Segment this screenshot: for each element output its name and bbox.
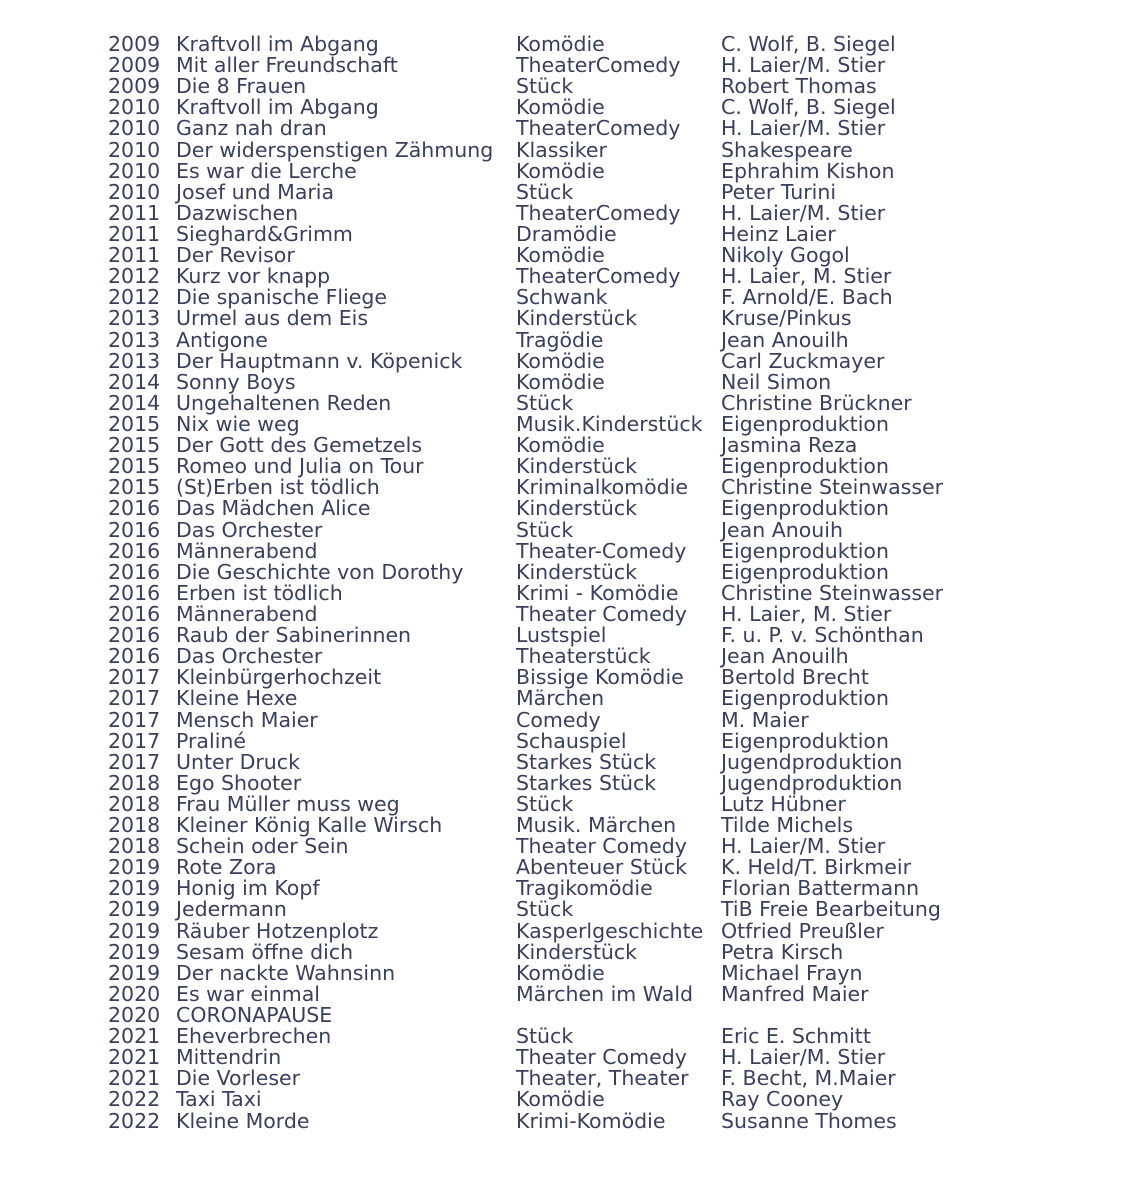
production-author: H. Laier, M. Stier bbox=[721, 601, 892, 626]
production-year: 2015 bbox=[108, 454, 161, 479]
production-title: Der Hauptmann v. Köpenick bbox=[176, 348, 463, 373]
production-genre: Stück bbox=[516, 897, 574, 922]
production-author: Robert Thomas bbox=[721, 74, 877, 99]
production-year: 2017 bbox=[108, 686, 161, 711]
production-year: 2010 bbox=[108, 95, 161, 120]
production-year: 2016 bbox=[108, 538, 161, 563]
production-title: (St)Erben ist tödlich bbox=[176, 475, 380, 500]
production-genre: Krimi - Komödie bbox=[516, 580, 679, 605]
production-genre: Schwank bbox=[516, 285, 608, 310]
production-author: H. Laier/M. Stier bbox=[721, 200, 886, 225]
production-title: Rote Zora bbox=[176, 855, 277, 880]
production-title: Kleinbürgerhochzeit bbox=[176, 665, 382, 690]
production-year: 2016 bbox=[108, 559, 161, 584]
production-genre: Kinderstück bbox=[516, 559, 638, 584]
production-genre: Stück bbox=[516, 179, 574, 204]
production-title: Unter Druck bbox=[176, 749, 300, 774]
production-genre: Stück bbox=[516, 390, 574, 415]
production-genre: Bissige Komödie bbox=[516, 665, 684, 690]
production-title: Das Orchester bbox=[176, 644, 323, 669]
production-year: 2021 bbox=[108, 1024, 161, 1049]
production-author: Florian Battermann bbox=[721, 876, 920, 901]
production-year: 2010 bbox=[108, 158, 161, 183]
production-year: 2018 bbox=[108, 770, 161, 795]
production-title: Raub der Sabinerinnen bbox=[176, 623, 412, 648]
production-author: Eric E. Schmitt bbox=[721, 1024, 871, 1049]
production-title: Kleine Hexe bbox=[176, 686, 298, 711]
production-genre: Märchen im Wald bbox=[516, 981, 694, 1006]
production-author: Eigenproduktion bbox=[721, 728, 889, 753]
production-genre: Musik. Märchen bbox=[516, 813, 677, 838]
production-year: 2014 bbox=[108, 390, 161, 415]
production-genre: Kinderstück bbox=[516, 306, 638, 331]
production-title: Die Geschichte von Dorothy bbox=[176, 559, 464, 584]
production-year: 2016 bbox=[108, 517, 161, 542]
production-genre: Komödie bbox=[516, 1087, 605, 1112]
production-author: Jugendproduktion bbox=[721, 749, 903, 774]
production-genre: Klassiker bbox=[516, 137, 607, 162]
production-year: 2016 bbox=[108, 623, 161, 648]
production-author: Heinz Laier bbox=[721, 221, 836, 246]
production-year: 2017 bbox=[108, 665, 161, 690]
production-title: Urmel aus dem Eis bbox=[176, 306, 369, 331]
production-genre: Theater Comedy bbox=[516, 601, 687, 626]
production-year: 2012 bbox=[108, 285, 161, 310]
production-title: Mensch Maier bbox=[176, 707, 318, 732]
production-title: Männerabend bbox=[176, 601, 318, 626]
production-genre: Comedy bbox=[516, 707, 601, 732]
production-author: F. Becht, M.Maier bbox=[721, 1066, 896, 1091]
production-year: 2019 bbox=[108, 897, 161, 922]
production-genre: Stück bbox=[516, 517, 574, 542]
production-author: Kruse/Pinkus bbox=[721, 306, 852, 331]
production-author: H. Laier/M. Stier bbox=[721, 1045, 886, 1070]
production-genre: Theater-Comedy bbox=[516, 538, 687, 563]
production-author: Petra Kirsch bbox=[721, 939, 844, 964]
production-genre: Komödie bbox=[516, 433, 605, 458]
production-title: Das Orchester bbox=[176, 517, 323, 542]
production-author: Ray Cooney bbox=[721, 1087, 844, 1112]
production-year: 2010 bbox=[108, 179, 161, 204]
production-genre: Stück bbox=[516, 1024, 574, 1049]
production-genre: Lustspiel bbox=[516, 623, 607, 648]
production-author: Michael Frayn bbox=[721, 960, 863, 985]
production-year: 2009 bbox=[108, 74, 161, 99]
production-title: Es war die Lerche bbox=[176, 158, 357, 183]
production-author: Tilde Michels bbox=[721, 813, 854, 838]
production-year: 2020 bbox=[108, 1003, 161, 1028]
production-genre: Starkes Stück bbox=[516, 749, 657, 774]
production-title: Mit aller Freundschaft bbox=[176, 53, 398, 78]
production-title: Nix wie weg bbox=[176, 411, 300, 436]
production-author: Manfred Maier bbox=[721, 981, 869, 1006]
production-year: 2009 bbox=[108, 32, 161, 56]
production-author: Jean Anouilh bbox=[721, 327, 849, 352]
production-title: Die 8 Frauen bbox=[176, 74, 307, 99]
production-title: Kleine Morde bbox=[176, 1108, 310, 1133]
production-title: Die Vorleser bbox=[176, 1066, 301, 1091]
production-genre: TheaterComedy bbox=[516, 200, 681, 225]
production-title: Ungehaltenen Reden bbox=[176, 390, 392, 415]
production-author: Eigenproduktion bbox=[721, 538, 889, 563]
production-title: CORONAPAUSE bbox=[176, 1003, 333, 1028]
production-title: Honig im Kopf bbox=[176, 876, 320, 901]
production-author: H. Laier/M. Stier bbox=[721, 116, 886, 141]
production-genre: Komödie bbox=[516, 95, 605, 120]
production-author: M. Maier bbox=[721, 707, 809, 732]
production-author: Jean Anouih bbox=[721, 517, 843, 542]
production-title: Antigone bbox=[176, 327, 268, 352]
production-genre: Musik.Kinderstück bbox=[516, 411, 703, 436]
production-author: TiB Freie Bearbeitung bbox=[721, 897, 941, 922]
production-title: Ego Shooter bbox=[176, 770, 302, 795]
production-author: Eigenproduktion bbox=[721, 411, 889, 436]
production-genre: TheaterComedy bbox=[516, 264, 681, 289]
production-title: Kleiner König Kalle Wirsch bbox=[176, 813, 443, 838]
production-year: 2009 bbox=[108, 53, 161, 78]
production-genre: Tragikomödie bbox=[516, 876, 653, 901]
production-year: 2015 bbox=[108, 411, 161, 436]
production-title: Das Mädchen Alice bbox=[176, 496, 371, 521]
production-genre: Theaterstück bbox=[516, 644, 651, 669]
production-title: Der Gott des Gemetzels bbox=[176, 433, 423, 458]
production-title: Sesam öffne dich bbox=[176, 939, 354, 964]
production-year: 2011 bbox=[108, 243, 161, 268]
production-title: Mittendrin bbox=[176, 1045, 282, 1070]
production-title: Romeo und Julia on Tour bbox=[176, 454, 424, 479]
production-title: Die spanische Fliege bbox=[176, 285, 388, 310]
production-author: Bertold Brecht bbox=[721, 665, 869, 690]
production-author: H. Laier/M. Stier bbox=[721, 53, 886, 78]
production-author: Eigenproduktion bbox=[721, 559, 889, 584]
production-year: 2011 bbox=[108, 221, 161, 246]
production-author: Jugendproduktion bbox=[721, 770, 903, 795]
production-genre: Stück bbox=[516, 791, 574, 816]
production-genre: Krimi-Komödie bbox=[516, 1108, 666, 1133]
production-author: H. Laier, M. Stier bbox=[721, 264, 892, 289]
production-author: Eigenproduktion bbox=[721, 454, 889, 479]
production-genre: Kinderstück bbox=[516, 454, 638, 479]
production-author: Carl Zuckmayer bbox=[721, 348, 885, 373]
production-genre: Komödie bbox=[516, 348, 605, 373]
production-genre: Komödie bbox=[516, 158, 605, 183]
production-genre: Schauspiel bbox=[516, 728, 627, 753]
production-title: Räuber Hotzenplotz bbox=[176, 918, 379, 943]
production-genre: Kasperlgeschichte bbox=[516, 918, 704, 943]
production-year: 2012 bbox=[108, 264, 161, 289]
production-title: Eheverbrechen bbox=[176, 1024, 332, 1049]
production-year: 2021 bbox=[108, 1066, 161, 1091]
production-author: Eigenproduktion bbox=[721, 496, 889, 521]
production-author: Eigenproduktion bbox=[721, 686, 889, 711]
production-year: 2019 bbox=[108, 855, 161, 880]
production-author: Christine Steinwasser bbox=[721, 580, 944, 605]
production-year: 2016 bbox=[108, 644, 161, 669]
production-author: C. Wolf, B. Siegel bbox=[721, 95, 896, 120]
production-year: 2010 bbox=[108, 116, 161, 141]
production-author: Otfried Preußler bbox=[721, 918, 884, 943]
production-year: 2020 bbox=[108, 981, 161, 1006]
production-year: 2019 bbox=[108, 876, 161, 901]
production-author: Susanne Thomes bbox=[721, 1108, 897, 1133]
production-genre: Theater Comedy bbox=[516, 1045, 687, 1070]
production-year: 2016 bbox=[108, 580, 161, 605]
production-year: 2013 bbox=[108, 348, 161, 373]
production-author: C. Wolf, B. Siegel bbox=[721, 32, 896, 56]
production-genre: Theater Comedy bbox=[516, 834, 687, 859]
production-title: Kraftvoll im Abgang bbox=[176, 95, 379, 120]
production-author: Jasmina Reza bbox=[721, 433, 858, 458]
production-year: 2010 bbox=[108, 137, 161, 162]
production-title: Josef und Maria bbox=[176, 179, 335, 204]
production-year: 2019 bbox=[108, 960, 161, 985]
production-genre: Kinderstück bbox=[516, 496, 638, 521]
production-year: 2022 bbox=[108, 1108, 161, 1133]
production-author: Christine Brückner bbox=[721, 390, 912, 415]
production-genre: Komödie bbox=[516, 32, 605, 56]
production-year: 2017 bbox=[108, 728, 161, 753]
production-year: 2022 bbox=[108, 1087, 161, 1112]
production-title: Männerabend bbox=[176, 538, 318, 563]
production-title: Der nackte Wahnsinn bbox=[176, 960, 396, 985]
production-genre: Komödie bbox=[516, 369, 605, 394]
production-year: 2018 bbox=[108, 834, 161, 859]
production-year: 2015 bbox=[108, 433, 161, 458]
production-title: Praliné bbox=[176, 728, 246, 753]
production-author: F. Arnold/E. Bach bbox=[721, 285, 893, 310]
production-author: Lutz Hübner bbox=[721, 791, 846, 816]
production-genre: Kriminalkomödie bbox=[516, 475, 688, 500]
production-year: 2013 bbox=[108, 306, 161, 331]
production-title: Frau Müller muss weg bbox=[176, 791, 400, 816]
production-genre: Komödie bbox=[516, 243, 605, 268]
production-genre: Kinderstück bbox=[516, 939, 638, 964]
production-year: 2013 bbox=[108, 327, 161, 352]
production-genre: Stück bbox=[516, 74, 574, 99]
production-genre: Theater, Theater bbox=[516, 1066, 689, 1091]
production-year: 2015 bbox=[108, 475, 161, 500]
production-author: Ephrahim Kishon bbox=[721, 158, 895, 183]
production-title: Sieghard&Grimm bbox=[176, 221, 353, 246]
production-title: Sonny Boys bbox=[176, 369, 296, 394]
production-genre: Tragödie bbox=[516, 327, 604, 352]
production-genre: TheaterComedy bbox=[516, 116, 681, 141]
production-year: 2021 bbox=[108, 1045, 161, 1070]
production-title: Erben ist tödlich bbox=[176, 580, 343, 605]
production-title: Kurz vor knapp bbox=[176, 264, 331, 289]
production-title: Ganz nah dran bbox=[176, 116, 327, 141]
production-author: F. u. P. v. Schönthan bbox=[721, 623, 924, 648]
production-author: Christine Steinwasser bbox=[721, 475, 944, 500]
production-genre: Komödie bbox=[516, 960, 605, 985]
production-year: 2019 bbox=[108, 939, 161, 964]
production-year: 2011 bbox=[108, 200, 161, 225]
production-year: 2017 bbox=[108, 749, 161, 774]
production-genre: Märchen bbox=[516, 686, 605, 711]
production-author: Peter Turini bbox=[721, 179, 837, 204]
production-title: Kraftvoll im Abgang bbox=[176, 32, 379, 56]
production-year: 2018 bbox=[108, 791, 161, 816]
production-author: Shakespeare bbox=[721, 137, 853, 162]
production-year: 2016 bbox=[108, 496, 161, 521]
production-title: Dazwischen bbox=[176, 200, 299, 225]
production-title: Der Revisor bbox=[176, 243, 295, 268]
production-year: 2014 bbox=[108, 369, 161, 394]
production-title: Jedermann bbox=[176, 897, 287, 922]
production-author: K. Held/T. Birkmeir bbox=[721, 855, 912, 880]
production-title: Es war einmal bbox=[176, 981, 320, 1006]
production-author: Nikoly Gogol bbox=[721, 243, 850, 268]
production-title: Taxi Taxi bbox=[176, 1087, 262, 1112]
production-title: Schein oder Sein bbox=[176, 834, 349, 859]
production-year: 2017 bbox=[108, 707, 161, 732]
production-genre: Starkes Stück bbox=[516, 770, 657, 795]
production-title: Der widerspenstigen Zähmung bbox=[176, 137, 494, 162]
production-genre: TheaterComedy bbox=[516, 53, 681, 78]
production-genre: Dramödie bbox=[516, 221, 617, 246]
production-author: H. Laier/M. Stier bbox=[721, 834, 886, 859]
production-author: Neil Simon bbox=[721, 369, 832, 394]
production-year: 2018 bbox=[108, 813, 161, 838]
production-year: 2016 bbox=[108, 601, 161, 626]
production-year: 2019 bbox=[108, 918, 161, 943]
production-genre: Abenteuer Stück bbox=[516, 855, 688, 880]
production-author: Jean Anouilh bbox=[721, 644, 849, 669]
